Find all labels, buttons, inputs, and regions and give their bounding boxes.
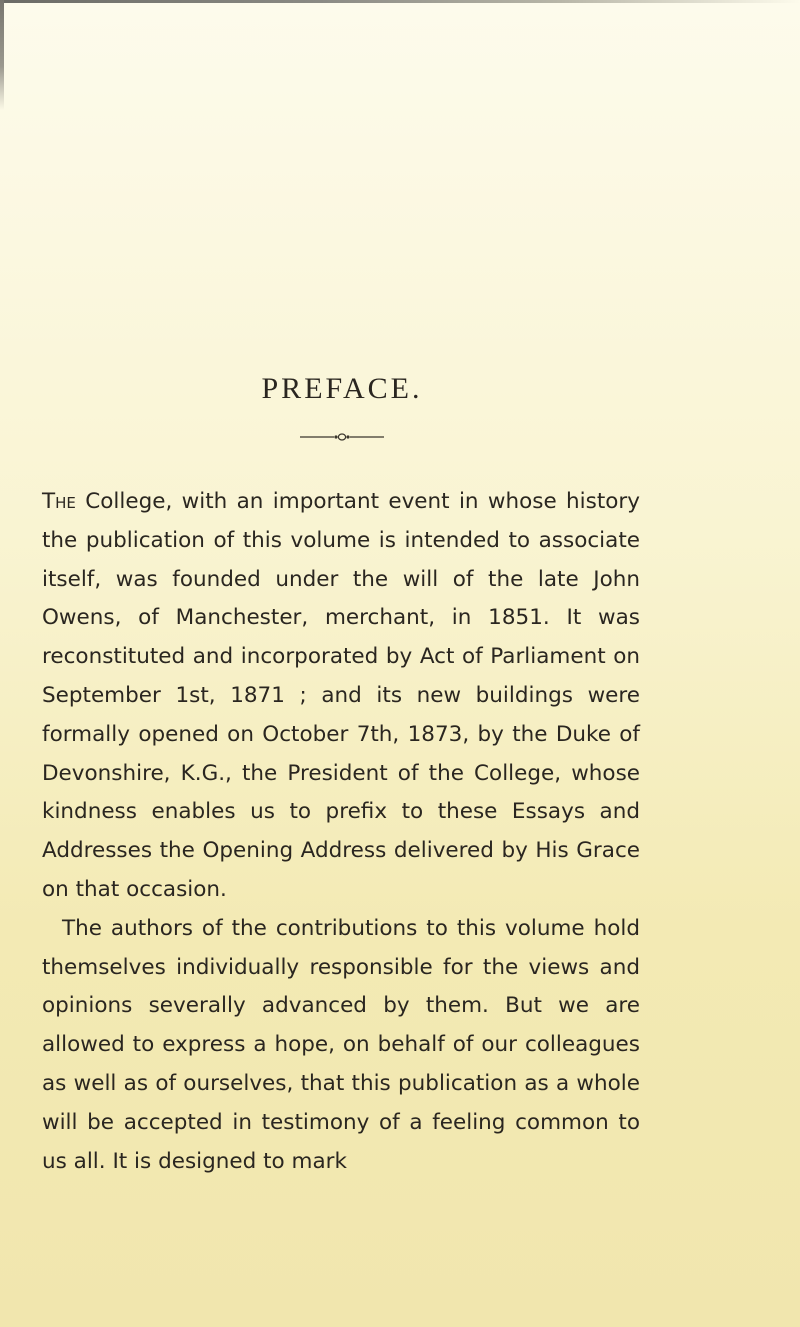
page-title: PREFACE. — [261, 372, 423, 405]
page-left-edge — [0, 0, 4, 110]
page-top-edge — [0, 0, 800, 3]
dash-ornament-icon — [300, 430, 384, 444]
paragraph-2: The authors of the contributions to this volume hold themselves individually responsible for the views and opinions severally advanced by them. But we are allowed to express a hope, on behalf of our colleagues as well as of ourselves, that this publication as a whole will be accepted in testimony of a feeling common to us all. It is designed to mark — [42, 915, 640, 1174]
paragraph-1 — [42, 483, 640, 910]
preface-body — [42, 483, 640, 1181]
paragraph-1-text: College, with an important event in whose history the publication of this volume is intended to associate itself, was founded under the will of the late John Owens, of Manchester, merchant, in 1851. It was reconstituted and incorporated by Act of Parliament on September 1st, 1871 ; and its new buildings were formally opened on October 7th, 1873, by the Duke of Devonshire, K.G., the President of the College, whose kindness enables us to prefix to these Essays and Addresses the Opening Address delivered by His Grace on that occasion. — [42, 489, 640, 902]
paragraph-1-lead: The — [42, 489, 76, 514]
